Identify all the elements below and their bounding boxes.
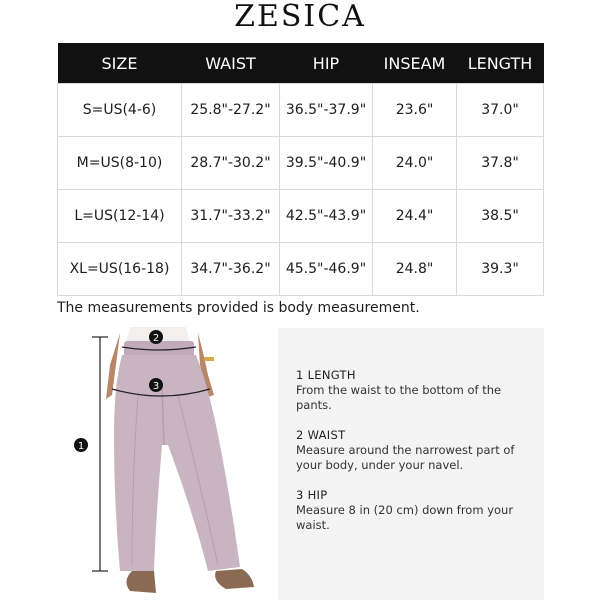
table-header-row [58, 43, 544, 84]
table-cell: 39.5"-40.9" [280, 137, 373, 190]
table-cell: 24.0" [373, 137, 457, 190]
table-cell: 24.8" [373, 243, 457, 296]
guide-hip-title: 3 HIP [296, 488, 328, 502]
table-cell: 36.5"-37.9" [280, 84, 373, 137]
table-cell: 34.7"-36.2" [182, 243, 280, 296]
table-cell: M=US(8-10) [58, 137, 182, 190]
brand-logo: ZESICA [234, 0, 366, 34]
marker-3 [149, 378, 163, 392]
header-inseam: INSEAM [373, 43, 457, 84]
svg-text:1: 1 [77, 441, 85, 452]
svg-text:2: 2 [152, 333, 160, 344]
header-hip: HIP [280, 43, 373, 84]
model-photo [58, 325, 272, 600]
guide-length [296, 368, 536, 413]
header-size: SIZE [58, 43, 182, 84]
table-cell: 45.5"-46.9" [280, 243, 373, 296]
table-cell: 31.7"-33.2" [182, 190, 280, 243]
table-cell: 38.5" [457, 190, 544, 243]
guide-waist-desc: Measure around the narrowest part of your body, under your navel. [296, 443, 515, 472]
table-cell: 23.6" [373, 84, 457, 137]
svg-text:3: 3 [152, 381, 160, 392]
guide-length-desc: From the waist to the bottom of the pants. [296, 383, 502, 412]
table-cell: S=US(4-6) [58, 84, 182, 137]
table-row [58, 190, 544, 243]
table-cell: 37.8" [457, 137, 544, 190]
table-cell: 42.5"-43.9" [280, 190, 373, 243]
table-cell: 25.8"-27.2" [182, 84, 280, 137]
table-row [58, 84, 544, 137]
guide-waist-title: 2 WAIST [296, 428, 346, 442]
size-chart-table [57, 43, 544, 296]
table-row [58, 137, 544, 190]
guide-waist [296, 428, 536, 473]
table-cell: 24.4" [373, 190, 457, 243]
marker-2 [149, 330, 163, 344]
table-cell: 28.7"-30.2" [182, 137, 280, 190]
measurement-note: The measurements provided is body measurement. [57, 300, 420, 316]
header-length: LENGTH [457, 43, 544, 84]
table-cell: 39.3" [457, 243, 544, 296]
table-cell: L=US(12-14) [58, 190, 182, 243]
marker-1 [74, 438, 88, 452]
table-cell: XL=US(16-18) [58, 243, 182, 296]
table-cell: 37.0" [457, 84, 544, 137]
guide-hip [296, 488, 536, 533]
table-row [58, 243, 544, 296]
header-waist: WAIST [182, 43, 280, 84]
guide-hip-desc: Measure 8 in (20 cm) down from your waist. [296, 503, 514, 532]
measurement-guide-panel [278, 328, 544, 600]
guide-length-title: 1 LENGTH [296, 368, 356, 382]
